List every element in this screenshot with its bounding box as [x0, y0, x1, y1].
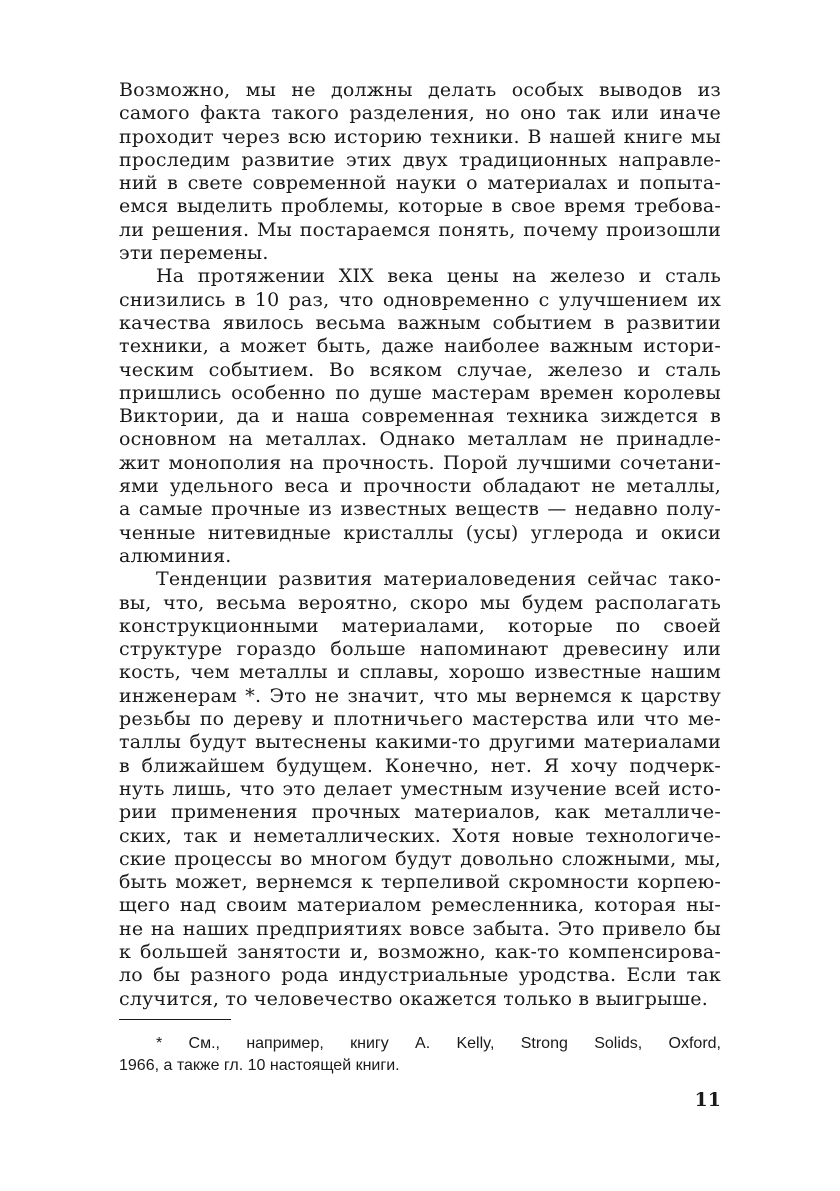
page-number: 11	[694, 1089, 721, 1111]
text-line: ями удельного веса и прочности обладают не металлы,	[119, 475, 721, 498]
text-line: качества явилось весьма важным событием в развитии	[119, 311, 721, 334]
text-line: Тенденции развития материаловедения сейчас тако-	[156, 568, 721, 591]
text-line: самого факта такого разделения, но оно так или иначе	[119, 102, 721, 125]
footnote-line: * См., например, книгу А. Kelly, Strong Solids, Oxford,	[156, 1035, 721, 1052]
text-line: ских, так и неметаллических. Хотя новые технологиче-	[119, 824, 721, 847]
text-line: резьбы по дереву и плотничьего мастерства или что ме-	[119, 708, 721, 731]
text-line: инженерам *. Это не значит, что мы вернемся к царству	[119, 684, 721, 707]
text-line: основном на металлах. Однако металлам не принадле-	[119, 428, 721, 451]
text-line: На протяжении XIX века цены на железо и сталь	[156, 265, 721, 288]
text-line: ческим событием. Во всяком случае, железо и сталь	[119, 358, 721, 381]
text-line: техники, а может быть, даже наиболее важным истори-	[119, 335, 721, 358]
text-line: емся выделить проблемы, которые в свое время требова-	[119, 195, 721, 218]
text-line: эти перемены.	[119, 242, 269, 265]
text-line: щего над своим материалом ремесленника, которая ны-	[119, 894, 721, 917]
text-line: Возможно, мы не должны делать особых выводов из	[119, 79, 721, 101]
text-line: Виктории, да и наша современная техника зиждется в	[119, 405, 721, 428]
text-line: снизились в 10 раз, что одновременно с улучшением их	[119, 288, 721, 311]
text-line: не на наших предприятиях вовсе забыта. Это привело бы	[119, 917, 721, 940]
text-line: конструкционными материалами, которые по своей	[119, 614, 721, 637]
text-line: ченные нитевидные кристаллы (усы) углерода и окиси	[119, 521, 721, 544]
text-line: нуть лишь, что это делает уместным изучение всей исто-	[119, 777, 721, 800]
text-line: жит монополия на прочность. Порой лучшими сочетани-	[119, 451, 721, 474]
text-line: ний в свете современной науки о материалах и попыта-	[119, 172, 721, 195]
text-line: кость, чем металлы и сплавы, хорошо известные нашим	[119, 661, 721, 684]
main-text	[119, 79, 721, 1011]
footnote	[119, 1033, 721, 1077]
text-line: а самые прочные из известных веществ — недавно полу-	[119, 498, 721, 521]
paragraph	[119, 568, 721, 1011]
text-line: быть может, вернемся к терпеливой скромности корпею-	[119, 871, 721, 894]
text-line: ло бы разного рода индустриальные уродства. Если так	[119, 964, 721, 987]
text-line: ские процессы во многом будут довольно сложными, мы,	[119, 847, 721, 870]
paragraph	[119, 79, 721, 265]
text-line: в ближайшем будущем. Конечно, нет. Я хочу подчерк-	[119, 754, 721, 777]
text-line: проследим развитие этих двух традиционных направле-	[119, 148, 721, 171]
text-line: таллы будут вытеснены какими-то другими материалами	[119, 731, 721, 754]
footnote-divider	[119, 1019, 231, 1020]
text-line: случится, то человечество окажется только в выигрыше.	[119, 987, 708, 1010]
text-line: рии применения прочных материалов, как металличе-	[119, 801, 721, 824]
text-line: к большей занятости и, возможно, как-то компенсирова-	[119, 940, 721, 963]
text-line: вы, что, весьма вероятно, скоро мы будем располагать	[119, 591, 721, 614]
footnote-line: 1966, а также гл. 10 настоящей книги.	[119, 1057, 400, 1074]
text-line: структуре гораздо больше напоминают древесину или	[119, 638, 721, 661]
text-line: проходит через всю историю техники. В нашей книге мы	[119, 125, 721, 148]
text-line: пришлись особенно по душе мастерам времен королевы	[119, 381, 721, 404]
text-line: алюминия.	[119, 544, 232, 567]
text-line: ли решения. Мы постараемся понять, почему произошли	[119, 218, 721, 241]
paragraph	[119, 265, 721, 568]
